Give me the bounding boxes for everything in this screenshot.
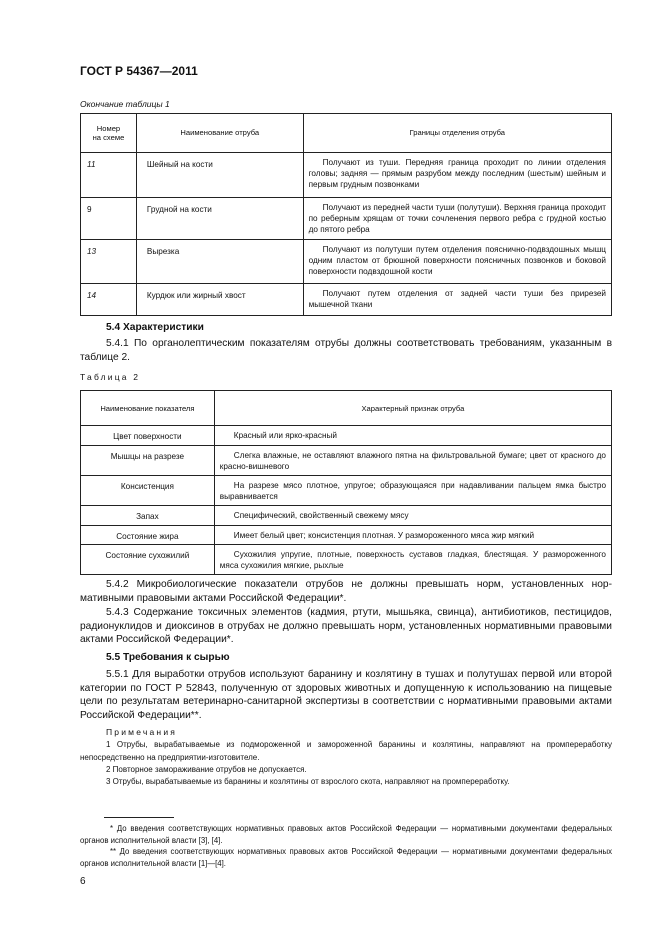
table1-col-name: Наименование отруба [136, 114, 303, 153]
cell-desc: Имеет белый цвет; консистенция плотная. У размороженного мяса жир мягкий [214, 526, 611, 545]
cell-name: Состояние жира [81, 526, 215, 545]
cell-num: 14 [81, 284, 137, 316]
cell-name: Вырезка [136, 240, 303, 284]
table2 [80, 390, 612, 575]
cell-num: 13 [81, 240, 137, 284]
note-item-1: 1 Отрубы, вырабатываемые из подмороженной и замороженной баранины и козлятины, направляют на промпереработку непосредственно на предприятии-изготовителе. [80, 740, 612, 762]
cell-name: Грудной на кости [136, 198, 303, 240]
table-row [81, 153, 612, 198]
table-row [81, 506, 612, 526]
cell-desc: Получают из туши. Передняя граница проходит по линии отделения головы; задняя — прямым разрубом между последним (шестым) шейным и первым грудным позвонками [303, 153, 611, 198]
standard-id: ГОСТ Р 54367—2011 [80, 64, 198, 78]
cell-desc: Получают путем отделения от задней части туши без прирезей мышечной ткани [303, 284, 611, 316]
cell-num: 9 [81, 198, 137, 240]
paragraph-5-4-1: 5.4.1 По органолептическим показателям отрубы должны соответствовать требованиям, указанным в таблице 2. [80, 338, 612, 363]
table-row [81, 240, 612, 284]
table2-col-desc: Характерный признак отруба [214, 391, 611, 426]
table-row [81, 284, 612, 316]
cell-name: Цвет поверхности [81, 426, 215, 446]
cell-desc: Специфический, свойственный свежему мясу [214, 506, 611, 526]
cell-desc: Сухожилия упругие, плотные, поверхность суставов гладкая, блестящая. У размороженного мяса сухожилия мягкие, рыхлые [214, 545, 611, 575]
paragraph-5-5-1: 5.5.1 Для выработки отрубов используют баранину и козлятину в тушах и полутушах первой или второй категории по ГОСТ Р 52843, полученную от здоровых животных и допущенную к использованию на пищевые цели по результатам ветеринарно-санитарной экспертизы в соответствии с нормативными правовыми актами Российской Федерации**. [80, 669, 612, 721]
section-5-4-heading: 5.4 Характеристики [106, 322, 204, 333]
footnote-2: ** До введения соответствующих нормативных правовых актов Российской Федерации — нормативными документами федеральных органов исполнительной власти [1]—[4]. [80, 847, 612, 868]
cell-name: Мышцы на разрезе [81, 446, 215, 476]
cell-desc: Получают из полутуши путем отделения пояснично-подвздошных мышц одним пластом от брюшной поверхности поясничных позвонков и боковой поверхности подвздошной кости [303, 240, 611, 284]
table-row [81, 446, 612, 476]
table2-header [81, 391, 612, 426]
table2-col-name: Наименование показателя [81, 391, 215, 426]
cell-desc: Получают из передней части туши (полутуши). Верхняя граница проходит по реберным хрящам от точки сочленения первого ребра с грудной костью до пятого ребра [303, 198, 611, 240]
cell-name: Состояние сухожилий [81, 545, 215, 575]
table-row [81, 545, 612, 575]
paragraph-5-4-3: 5.4.3 Содержание токсичных элементов (кадмия, ртути, мышьяка, свинца), антибиотиков, пестицидов, радионуклидов и диоксинов в отрубах не должно превышать норм, установленных нормативными правовыми актами Российской Федерации*. [80, 607, 612, 645]
table-row [81, 198, 612, 240]
table1-col-desc: Границы отделения отруба [303, 114, 611, 153]
page-number: 6 [80, 876, 86, 887]
section-5-5-heading: 5.5 Требования к сырью [106, 652, 230, 663]
table1-col-num: Номер на схеме [81, 114, 137, 153]
footnote-1: * До введения соответствующих нормативных правовых актов Российской Федерации — нормативными документами федеральных органов исполнительной власти [3], [4]. [80, 824, 612, 845]
table-row [81, 476, 612, 506]
footnote-divider [104, 817, 174, 818]
notes-title: Примечания [106, 727, 178, 737]
cell-name: Консистенция [81, 476, 215, 506]
cell-desc: На разрезе мясо плотное, упругое; образующаяся при надавливании пальцем ямка быстро выравнивается [214, 476, 611, 506]
table1 [80, 113, 612, 316]
note-item-2: 2 Повторное замораживание отрубов не допускается. [106, 765, 307, 774]
note-item-3: 3 Отрубы, вырабатываемые из баранины и козлятины от взрослого скота, направляют на промпереработку. [106, 777, 510, 786]
table2-caption: Таблица 2 [80, 372, 141, 382]
cell-desc: Слегка влажные, не оставляют влажного пятна на фильтровальной бумаге; цвет от красного до красно-вишневого [214, 446, 611, 476]
table-row [81, 526, 612, 545]
cell-num: 11 [81, 153, 137, 198]
table1-caption: Окончание таблицы 1 [80, 99, 170, 109]
cell-name: Шейный на кости [136, 153, 303, 198]
cell-desc: Красный или ярко-красный [214, 426, 611, 446]
cell-name: Запах [81, 506, 215, 526]
cell-name: Курдюк или жирный хвост [136, 284, 303, 316]
paragraph-5-4-2: 5.4.2 Микробиологические показатели отрубов не должны превышать норм, установленных нормативными правовыми актами Российской Федерации*. [80, 579, 612, 604]
table-row [81, 426, 612, 446]
table1-header [81, 114, 612, 153]
